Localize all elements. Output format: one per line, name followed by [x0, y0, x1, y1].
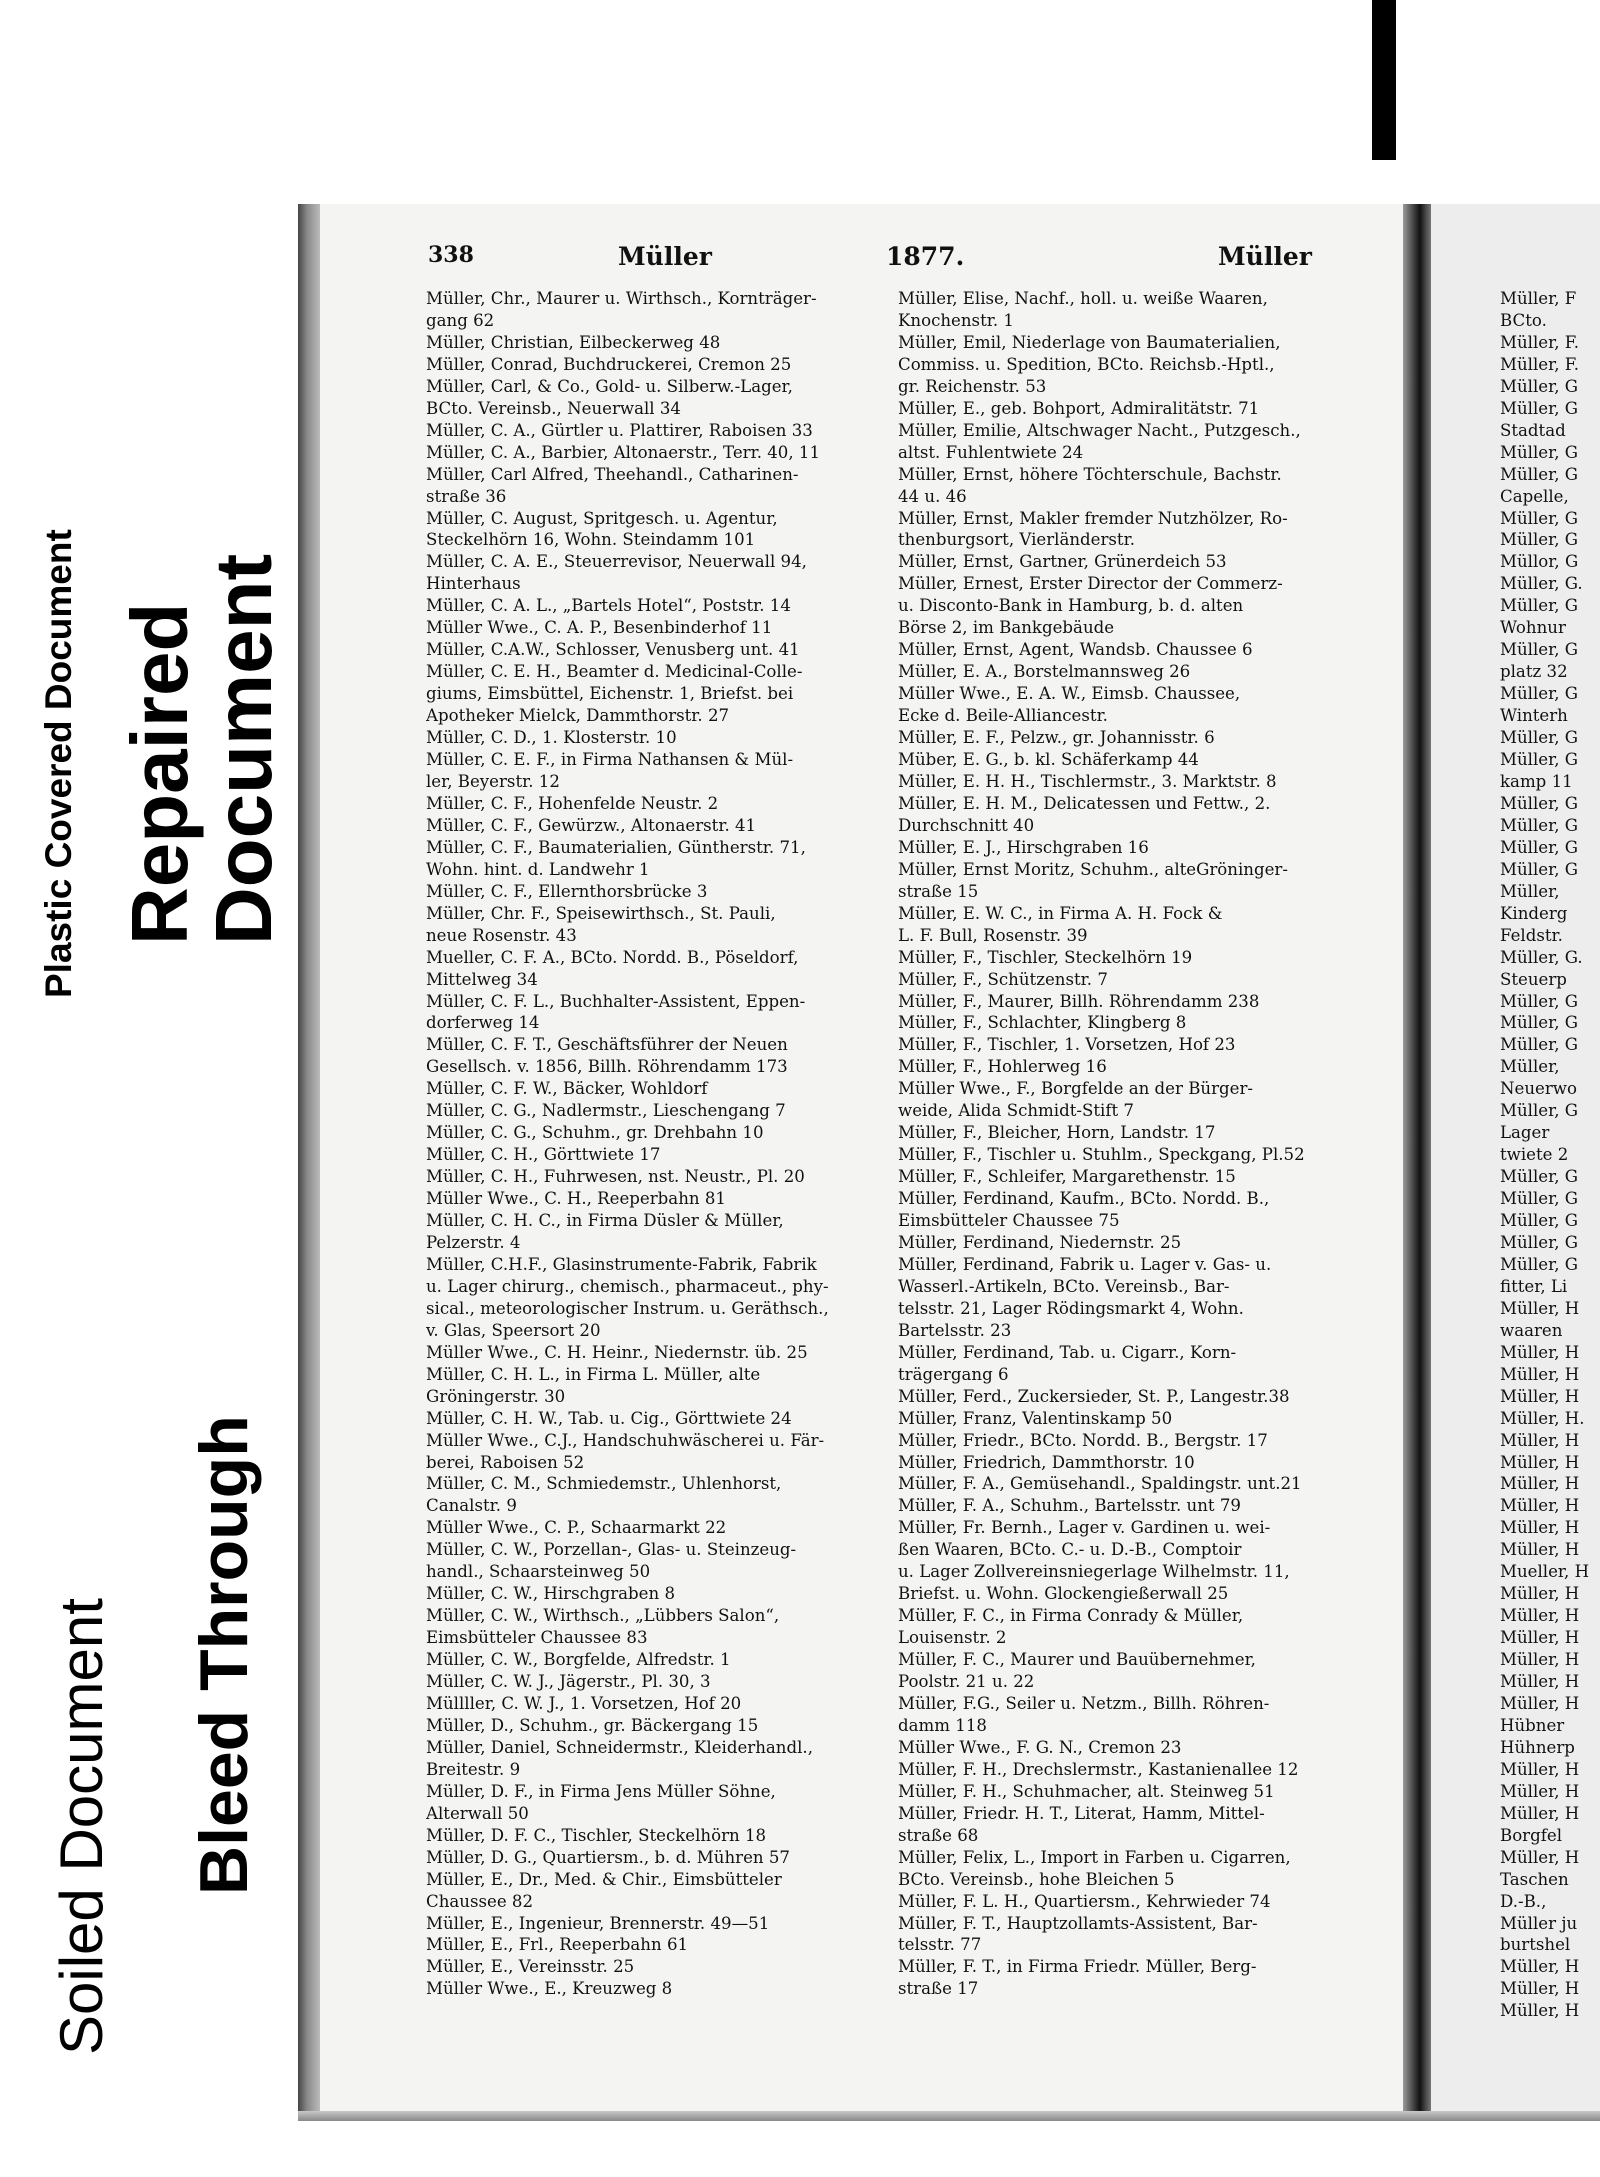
directory-entry-line: Müller, G — [1500, 640, 1579, 660]
directory-entry-line: fitter, Li — [1500, 1276, 1568, 1296]
directory-entry-line: Müller, C. E. F., in Firma Nathansen & Mül- — [426, 750, 794, 770]
directory-entry-line: Müller, H — [1500, 1979, 1580, 1999]
label-repaired-text: Repaired Document — [115, 553, 288, 945]
directory-entry-line: straße 36 — [426, 486, 507, 506]
directory-entry-line: Gesellsch. v. 1856, Billh. Röhrendamm 173 — [426, 1057, 788, 1077]
directory-entry-line: Müller, C. F., Baumaterialien, Güntherstr. 71, — [426, 837, 806, 857]
directory-entry-line: Müller, F., Schleifer, Margarethenstr. 15 — [898, 1167, 1236, 1187]
directory-entry-line: Müller, C. F., Ellernthorsbrücke 3 — [426, 881, 708, 901]
directory-entry-line: Müller, D., Schuhm., gr. Bäckergang 15 — [426, 1715, 759, 1735]
directory-entry-line: Müller, F. H., Drechslermstr., Kastanienallee 12 — [898, 1759, 1299, 1779]
directory-entry-line: Müller, Ferdinand, Kaufm., BCto. Nordd. B., — [898, 1189, 1270, 1209]
directory-entry-line: Müller, H — [1500, 1606, 1580, 1626]
directory-entry-line: Steckelhörn 16, Wohn. Steindamm 101 — [426, 530, 756, 550]
directory-entry-line: Müller, G — [1500, 530, 1579, 550]
directory-entry-line: Müller, F., Tischler, Steckelhörn 19 — [898, 947, 1193, 967]
directory-entry-line: Müller Wwe., C. P., Schaarmarkt 22 — [426, 1518, 727, 1538]
directory-entry-line: kamp 11 — [1500, 771, 1573, 791]
directory-entry-line: ßen Waaren, BCto. C.- u. D.-B., Comptoir — [898, 1540, 1242, 1560]
label-bleed-through: Bleed Through — [186, 1415, 262, 1895]
directory-entry-line: Borgfel — [1500, 1825, 1563, 1845]
directory-entry-line: Müller, E., Vereinsstr. 25 — [426, 1957, 635, 1977]
directory-entry-line: Müller, C.H.F., Glasinstrumente-Fabrik, Fabrik — [426, 1254, 817, 1274]
directory-entry-line: Müller, C. W., Wirthsch., „Lübbers Salon“, — [426, 1606, 780, 1626]
label-soiled: Soiled Document — [48, 1598, 115, 2055]
directory-entry-line: Kinderg — [1500, 903, 1568, 923]
directory-entry-line: neue Rosenstr. 43 — [426, 925, 577, 945]
directory-entry-line: telsstr. 77 — [898, 1935, 982, 1955]
directory-entry-line: Gröningerstr. 30 — [426, 1386, 566, 1406]
directory-entry-line: trägergang 6 — [898, 1364, 1009, 1384]
directory-entry-line: Müller, F — [1500, 289, 1577, 308]
directory-entry-line: Müller, Ernst, Gartner, Grünerdeich 53 — [898, 552, 1227, 572]
directory-entry-line: Müller, F. H., Schuhmacher, alt. Steinweg 51 — [898, 1781, 1275, 1801]
directory-entry-line: Müller, Emilie, Altschwager Nacht., Putzgesch., — [898, 420, 1301, 440]
directory-entry-line: Müller, D. F., in Firma Jens Müller Söhne, — [426, 1781, 776, 1801]
directory-entry-line: Feldstr. — [1500, 925, 1563, 945]
directory-entry-line: Eimsbütteler Chaussee 75 — [898, 1211, 1120, 1231]
directory-entry-line: gang 62 — [426, 310, 495, 330]
directory-entry-line: Müller, Carl, & Co., Gold- u. Silberw.-Lager, — [426, 376, 793, 396]
directory-entry-line: Müller, C. F., Gewürzw., Altonaerstr. 41 — [426, 815, 757, 835]
directory-entry-line: Müller, G — [1500, 508, 1579, 528]
directory-entry-line: Müller, Fr. Bernh., Lager v. Gardinen u. wei- — [898, 1518, 1271, 1538]
directory-entry-line: Müller, Ferdinand, Fabrik u. Lager v. Gas- u. — [898, 1254, 1272, 1274]
label-plastic-covered: Plastic Covered Document — [38, 529, 79, 998]
directory-entry-line: Müller, G — [1500, 1211, 1579, 1231]
directory-entry-line: handl., Schaarsteinweg 50 — [426, 1562, 651, 1582]
directory-entry-line: Müller, G. — [1500, 574, 1583, 594]
directory-entry-line: Müller, Friedr., BCto. Nordd. B., Bergstr. 17 — [898, 1430, 1268, 1450]
directory-entry-line: Müllor, G — [1500, 552, 1579, 572]
directory-entry-line: Müller, C. E. H., Beamter d. Medicinal-Colle- — [426, 662, 803, 682]
directory-entry-line: Müller Wwe., E., Kreuzweg 8 — [426, 1979, 673, 1999]
directory-entry-line: D.-B., — [1500, 1891, 1547, 1911]
directory-entry-line: Müller, E., geb. Bohport, Admiralitätstr. 71 — [898, 398, 1260, 418]
directory-entry-line: Winterh — [1500, 706, 1568, 726]
directory-entry-line: Müller, F. C., in Firma Conrady & Müller, — [898, 1606, 1244, 1626]
directory-entry-line: waaren — [1500, 1320, 1563, 1340]
directory-entry-line: Müller, G — [1500, 1232, 1579, 1252]
directory-entry-line: Müller, Carl Alfred, Theehandl., Catharinen- — [426, 464, 799, 484]
directory-entry-line: BCto. Vereinsb., Neuerwall 34 — [426, 398, 681, 418]
directory-entry-line: Müller, H — [1500, 1298, 1580, 1318]
directory-entry-line: Müller Wwe., C.J., Handschuhwäscherei u. Fär- — [426, 1430, 825, 1450]
directory-entry-line: Müller, F., Schützenstr. 7 — [898, 969, 1108, 989]
directory-entry-line: Müller, H — [1500, 1386, 1580, 1406]
directory-entry-line: thenburgsort, Vierländerstr. — [898, 530, 1135, 550]
directory-entry-line: altst. Fuhlentwiete 24 — [898, 442, 1084, 462]
directory-entry-line: Müller, Friedrich, Dammthorstr. 10 — [898, 1452, 1195, 1472]
directory-entry-line: Mittelweg 34 — [426, 969, 538, 989]
directory-entry-line: Müller, C. W., Borgfelde, Alfredstr. 1 — [426, 1650, 731, 1670]
directory-entry-line: Müller, G — [1500, 837, 1579, 857]
directory-entry-line: twiete 2 — [1500, 1145, 1569, 1165]
directory-entry-line: Müller, F. — [1500, 332, 1579, 352]
directory-entry-line: Müller, G — [1500, 1167, 1579, 1187]
directory-entry-line: Capelle, — [1500, 486, 1569, 506]
directory-entry-line: Müller, F. — [1500, 354, 1579, 374]
directory-entry-line: Apotheker Mielck, Dammthorstr. 27 — [426, 706, 730, 726]
directory-entry-line: Müller, F., Bleicher, Horn, Landstr. 17 — [898, 1123, 1216, 1143]
directory-entry-line: Müller, Daniel, Schneidermstr., Kleiderhandl., — [426, 1737, 813, 1757]
directory-entry-line: Bartelsstr. 23 — [898, 1320, 1012, 1340]
directory-entry-line: Müller, H — [1500, 1474, 1580, 1494]
label-repaired — [115, 425, 288, 945]
directory-entry-line: Müller, Ferd., Zuckersieder, St. P., Langestr.38 — [898, 1386, 1290, 1406]
directory-entry-line: Müller, C. A. E., Steuerrevisor, Neuerwall 94, — [426, 552, 807, 572]
directory-entry-line: Hübner — [1500, 1715, 1565, 1735]
directory-entry-line: Müller Wwe., C. H., Reeperbahn 81 — [426, 1189, 726, 1209]
directory-entry-line: Müller, G. — [1500, 947, 1583, 967]
directory-entry-line: u. Lager chirurg., chemisch., pharmaceut., phy- — [426, 1276, 829, 1296]
directory-entry-line: Müller, C. A. L., „Bartels Hotel“, Poststr. 14 — [426, 596, 791, 616]
directory-entry-line: Müller, G — [1500, 1013, 1579, 1033]
directory-entry-line: Müller, H — [1500, 1957, 1580, 1977]
header-right-title: Müller — [1218, 242, 1312, 271]
directory-entry-line: Müller, C. H., Görttwiete 17 — [426, 1145, 661, 1165]
directory-entry-line: gr. Reichenstr. 53 — [898, 376, 1047, 396]
directory-entry-line: Müller, E. A., Borstelmannsweg 26 — [898, 662, 1191, 682]
directory-entry-line: u. Disconto-Bank in Hamburg, b. d. alten — [898, 596, 1244, 616]
column-left — [426, 288, 891, 2000]
directory-entry-line: Müller, G — [1500, 1035, 1579, 1055]
directory-entry-line: Müller, C. G., Schuhm., gr. Drehbahn 10 — [426, 1123, 764, 1143]
directory-entry-line: Müller Wwe., F. G. N., Cremon 23 — [898, 1737, 1182, 1757]
directory-entry-line: Müller, Chr., Maurer u. Wirthsch., Kornträger- — [426, 289, 817, 308]
directory-entry-line: Müller, Ernst, Makler fremder Nutzhölzer, Ro- — [898, 508, 1288, 528]
directory-entry-line: Müller, C. W., Hirschgraben 8 — [426, 1584, 676, 1604]
directory-entry-line: Müller, F. L. H., Quartiersm., Kehrwieder 74 — [898, 1891, 1271, 1911]
directory-entry-line: Müller, Ferdinand, Niedernstr. 25 — [898, 1232, 1182, 1252]
directory-entry-line: Müller, G — [1500, 1101, 1579, 1121]
directory-entry-line: Wasserl.-Artikeln, BCto. Vereinsb., Bar- — [898, 1276, 1230, 1296]
directory-entry-line: Müller, D. F. C., Tischler, Steckelhörn 18 — [426, 1825, 767, 1845]
page-number: 338 — [428, 242, 474, 268]
directory-entry-line: Müller, Christian, Eilbeckerweg 48 — [426, 332, 721, 352]
directory-entry-line: Müller, E., Ingenieur, Brennerstr. 49—51 — [426, 1913, 770, 1933]
directory-entry-line: Müller, Ernst, höhere Töchterschule, Bachstr. — [898, 464, 1282, 484]
directory-entry-line: Müller, C. H., Fuhrwesen, nst. Neustr., Pl. 20 — [426, 1167, 805, 1187]
directory-entry-line: Müller, Felix, L., Import in Farben u. Cigarren, — [898, 1847, 1291, 1867]
directory-entry-line: Müller, E., Dr., Med. & Chir., Eimsbütteler — [426, 1869, 782, 1889]
directory-entry-line: berei, Raboisen 52 — [426, 1452, 585, 1472]
directory-entry-line: giums, Eimsbüttel, Eichenstr. 1, Briefst. bei — [426, 684, 794, 704]
directory-entry-line: Müller, H — [1500, 1759, 1580, 1779]
directory-entry-line: Müller, F., Tischler u. Stuhlm., Speckgang, Pl.52 — [898, 1145, 1305, 1165]
directory-entry-line: Müller Wwe., C. A. P., Besenbinderhof 11 — [426, 618, 773, 638]
directory-entry-line: Müller, H — [1500, 1518, 1580, 1538]
directory-entry-line: Müller, H — [1500, 1781, 1580, 1801]
directory-entry-line: Müller, — [1500, 1057, 1560, 1077]
directory-entry-line: Müller, Friedr. H. T., Literat, Hamm, Mittel- — [898, 1803, 1265, 1823]
directory-entry-line: Müller, G — [1500, 442, 1579, 462]
directory-entry-line: Müller, F. T., in Firma Friedr. Müller, Berg- — [898, 1957, 1257, 1977]
directory-entry-line: Müller, H — [1500, 1628, 1580, 1648]
directory-entry-line: Müller, F. C., Maurer und Bauübernehmer, — [898, 1650, 1256, 1670]
directory-entry-line: Müller, C. A., Barbier, Altonaerstr., Terr. 40, 11 — [426, 442, 821, 462]
directory-entry-line: 44 u. 46 — [898, 486, 967, 506]
directory-entry-line: Müller, C. M., Schmiedemstr., Uhlenhorst, — [426, 1474, 782, 1494]
directory-entry-line: Knochenstr. 1 — [898, 310, 1014, 330]
directory-entry-line: Hühnerp — [1500, 1737, 1575, 1757]
directory-entry-line: Eimsbütteler Chaussee 83 — [426, 1628, 648, 1648]
directory-entry-line: Müller, C. W. J., Jägerstr., Pl. 30, 3 — [426, 1672, 711, 1692]
directory-entry-line: Müller Wwe., E. A. W., Eimsb. Chaussee, — [898, 684, 1241, 704]
directory-entry-line: Müller, F., Schlachter, Klingberg 8 — [898, 1013, 1187, 1033]
directory-entry-line: Müller, H — [1500, 1650, 1580, 1670]
directory-entry-line: Müller, C. F. T., Geschäftsführer der Neuen — [426, 1035, 788, 1055]
directory-entry-line: Mueller, C. F. A., BCto. Nordd. B., Pöseldorf, — [426, 947, 799, 967]
directory-entry-line: Müller, C. F. W., Bäcker, Wohldorf — [426, 1079, 708, 1099]
directory-entry-line: sical., meteorologischer Instrum. u. Geräthsch., — [426, 1298, 829, 1318]
directory-entry-line: Müller, G — [1500, 684, 1579, 704]
directory-entry-line: Ecke d. Beile-Alliancestr. — [898, 706, 1108, 726]
directory-entry-line: Müller, F., Tischler, 1. Vorsetzen, Hof 23 — [898, 1035, 1236, 1055]
directory-entry-line: Müller, G — [1500, 464, 1579, 484]
directory-entry-line: Briefst. u. Wohn. Glockengießerwall 25 — [898, 1584, 1229, 1604]
directory-entry-line: Müller, D. G., Quartiersm., b. d. Mühren 57 — [426, 1847, 790, 1867]
directory-entry-line: Müller, E., Frl., Reeperbahn 61 — [426, 1935, 689, 1955]
directory-entry-line: Müller, Ferdinand, Tab. u. Cigarr., Korn- — [898, 1342, 1237, 1362]
directory-entry-line: Börse 2, im Bankgebäude — [898, 618, 1115, 638]
directory-entry-line: Müller Wwe., F., Borgfelde an der Bürger- — [898, 1079, 1253, 1099]
directory-entry-line: telsstr. 21, Lager Rödingsmarkt 4, Wohn. — [898, 1298, 1244, 1318]
directory-entry-line: Hinterhaus — [426, 574, 521, 594]
directory-entry-line: Müller, F., Maurer, Billh. Röhrendamm 238 — [898, 991, 1260, 1011]
directory-entry-line: Müller, C. G., Nadlermstr., Lieschengang 7 — [426, 1101, 786, 1121]
page-bottom-edge — [298, 2111, 1600, 2121]
directory-entry-line: straße 15 — [898, 881, 979, 901]
directory-entry-line: Müller, Chr. F., Speisewirthsch., St. Pauli, — [426, 903, 776, 923]
directory-entry-line: Müller, C. F. L., Buchhalter-Assistent, Eppen- — [426, 991, 806, 1011]
directory-entry-line: Taschen — [1500, 1869, 1569, 1889]
directory-entry-line: Müller, Franz, Valentinskamp 50 — [898, 1408, 1173, 1428]
directory-entry-line: ler, Beyerstr. 12 — [426, 771, 560, 791]
directory-entry-line: Müllller, C. W. J., 1. Vorsetzen, Hof 20 — [426, 1694, 742, 1713]
directory-entry-line: Müller, C. F., Hohenfelde Neustr. 2 — [426, 793, 719, 813]
directory-entry-line: Müller, Ernest, Erster Director der Commerz- — [898, 574, 1283, 594]
directory-entry-line: Müller, Ernst Moritz, Schuhm., alteGröninger- — [898, 859, 1288, 879]
header-year: 1877. — [886, 242, 965, 271]
directory-entry-line: Pelzerstr. 4 — [426, 1232, 521, 1252]
directory-entry-line: Müller, E. W. C., in Firma A. H. Fock & — [898, 903, 1223, 923]
directory-entry-line: Müber, E. G., b. kl. Schäferkamp 44 — [898, 750, 1199, 770]
directory-entry-line: Commiss. u. Spedition, BCto. Reichsb.-Hptl., — [898, 354, 1275, 374]
directory-entry-line: BCto. — [1500, 310, 1547, 330]
directory-entry-line: Lager — [1500, 1123, 1550, 1143]
directory-entry-line: Müller, H — [1500, 1540, 1580, 1560]
header-left-title: Müller — [618, 242, 712, 271]
directory-entry-line: Müller, F. T., Hauptzollamts-Assistent, Bar- — [898, 1913, 1258, 1933]
directory-entry-line: Müller, Conrad, Buchdruckerei, Cremon 25 — [426, 354, 792, 374]
directory-entry-line: Müller, G — [1500, 859, 1579, 879]
directory-entry-line: Müller, G — [1500, 815, 1579, 835]
directory-entry-line: Müller, E. J., Hirschgraben 16 — [898, 837, 1149, 857]
directory-entry-line: Müller, G — [1500, 793, 1579, 813]
directory-entry-line: Louisenstr. 2 — [898, 1628, 1007, 1648]
directory-entry-line: Müller, G — [1500, 750, 1579, 770]
directory-entry-line: Müller, H. — [1500, 1408, 1585, 1428]
column-right-partial — [1500, 288, 1600, 2022]
directory-entry-line: Müller, E. F., Pelzw., gr. Johannisstr. 6 — [898, 728, 1215, 748]
column-middle — [898, 288, 1398, 2000]
directory-entry-line: Müller Wwe., C. H. Heinr., Niedernstr. üb. 25 — [426, 1342, 808, 1362]
directory-entry-line: Müller, H — [1500, 1452, 1580, 1472]
directory-entry-line: Müller, G — [1500, 376, 1579, 396]
directory-entry-line: damm 118 — [898, 1715, 987, 1735]
scanned-page — [298, 204, 1600, 2121]
page-header — [428, 242, 1398, 276]
directory-entry-line: Durchschnitt 40 — [898, 815, 1035, 835]
directory-entry-line: Müller, H — [1500, 1694, 1580, 1713]
directory-entry-line: straße 68 — [898, 1825, 979, 1845]
directory-entry-line: Müller, C. A., Gürtler u. Plattirer, Raboisen 33 — [426, 420, 813, 440]
directory-entry-line: Müller, F. A., Schuhm., Bartelsstr. unt 79 — [898, 1496, 1241, 1516]
directory-entry-line: v. Glas, Speersort 20 — [426, 1320, 601, 1340]
directory-entry-line: Müller, H — [1500, 2001, 1580, 2021]
book-gutter — [1403, 204, 1431, 2121]
black-strip — [1372, 0, 1396, 160]
directory-entry-line: Müller, — [1500, 881, 1560, 901]
directory-entry-line: Wohn. hint. d. Landwehr 1 — [426, 859, 650, 879]
directory-entry-line: Müller ju — [1500, 1913, 1578, 1933]
directory-entry-line: Müller, C.A.W., Schlosser, Venusberg unt. 41 — [426, 640, 800, 660]
directory-entry-line: Müller, G — [1500, 991, 1579, 1011]
directory-entry-line: Mueller, H — [1500, 1562, 1590, 1582]
directory-entry-line: Müller, H — [1500, 1342, 1580, 1362]
page-left-edge — [298, 204, 320, 2121]
directory-entry-line: dorferweg 14 — [426, 1013, 540, 1033]
directory-entry-line: Müller, E. H. H., Tischlermstr., 3. Marktstr. 8 — [898, 771, 1277, 791]
directory-entry-line: Müller, E. H. M., Delicatessen und Fettw., 2. — [898, 793, 1271, 813]
directory-entry-line: Müller, H — [1500, 1584, 1580, 1604]
directory-entry-line: L. F. Bull, Rosenstr. 39 — [898, 925, 1088, 945]
directory-entry-line: Müller, G — [1500, 728, 1579, 748]
directory-entry-line: Müller, G — [1500, 398, 1579, 418]
directory-entry-line: Steuerp — [1500, 969, 1567, 989]
directory-entry-line: Alterwall 50 — [426, 1803, 529, 1823]
directory-entry-line: Chaussee 82 — [426, 1891, 534, 1911]
directory-entry-line: Müller, H — [1500, 1803, 1580, 1823]
directory-entry-line: Müller, H — [1500, 1672, 1580, 1692]
directory-entry-line: Müller, F. A., Gemüsehandl., Spaldingstr. unt.21 — [898, 1474, 1302, 1494]
directory-entry-line: Müller, G — [1500, 596, 1579, 616]
directory-entry-line: Canalstr. 9 — [426, 1496, 517, 1516]
directory-entry-line: Wohnur — [1500, 618, 1566, 638]
directory-entry-line: Breitestr. 9 — [426, 1759, 521, 1779]
directory-entry-line: weide, Alida Schmidt-Stift 7 — [898, 1101, 1134, 1121]
directory-entry-line: Müller, H — [1500, 1847, 1580, 1867]
directory-entry-line: Müller, H — [1500, 1364, 1580, 1384]
directory-entry-line: Müller, C. H. L., in Firma L. Müller, alte — [426, 1364, 761, 1384]
directory-entry-line: Neuerwo — [1500, 1079, 1577, 1099]
directory-entry-line: Müller, H — [1500, 1430, 1580, 1450]
directory-entry-line: burtshel — [1500, 1935, 1571, 1955]
directory-entry-line: Poolstr. 21 u. 22 — [898, 1672, 1035, 1692]
directory-entry-line: Stadtad — [1500, 420, 1566, 440]
directory-entry-line: platz 32 — [1500, 662, 1568, 682]
directory-entry-line: Müller, Elise, Nachf., holl. u. weiße Waaren, — [898, 289, 1268, 308]
directory-entry-line: Müller, F., Hohlerweg 16 — [898, 1057, 1107, 1077]
directory-entry-line: Müller, C. H. W., Tab. u. Cig., Görttwiete 24 — [426, 1408, 792, 1428]
directory-entry-line: Müller, Emil, Niederlage von Baumaterialien, — [898, 332, 1281, 352]
directory-entry-line: Müller, Ernst, Agent, Wandsb. Chaussee 6 — [898, 640, 1253, 660]
directory-entry-line: Müller, C. H. C., in Firma Düsler & Müller, — [426, 1211, 784, 1231]
directory-entry-line: Müller, C. August, Spritgesch. u. Agentur, — [426, 508, 778, 528]
directory-entry-line: Müller, C. D., 1. Klosterstr. 10 — [426, 728, 677, 748]
directory-entry-line: u. Lager Zollvereinsniegerlage Wilhelmstr. 11, — [898, 1562, 1290, 1582]
directory-entry-line: straße 17 — [898, 1979, 979, 1999]
directory-entry-line: Müller, G — [1500, 1189, 1579, 1209]
directory-entry-line: Müller, H — [1500, 1496, 1580, 1516]
directory-entry-line: Müller, F.G., Seiler u. Netzm., Billh. Röhren- — [898, 1694, 1270, 1713]
directory-entry-line: Müller, C. W., Porzellan-, Glas- u. Steinzeug- — [426, 1540, 797, 1560]
directory-entry-line: Müller, G — [1500, 1254, 1579, 1274]
directory-entry-line: BCto. Vereinsb., hohe Bleichen 5 — [898, 1869, 1175, 1889]
